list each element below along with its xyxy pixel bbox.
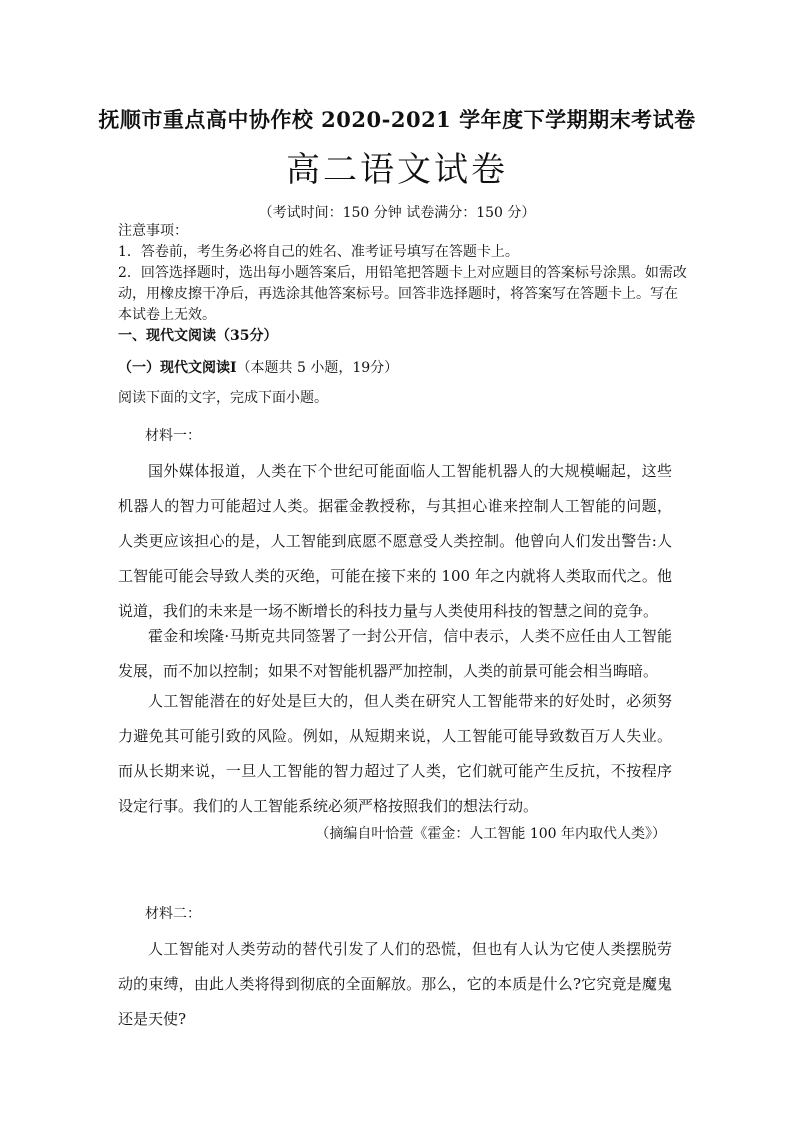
material-1-label: 材料一： [145, 428, 201, 444]
notes-heading: 注意事项： [118, 223, 188, 239]
exam-info: （考试时间：150 分钟 试卷满分：150 分） [258, 205, 536, 221]
reading-instruction: 阅读下面的文字，完成下面小题。 [118, 390, 328, 406]
material-2-paragraph-1: 人工智能对人类劳动的替代引发了人们的恐慌，但也有人认为它使人类摆脱劳动的束缚，由此人类将得到彻底的全面解放。那么，它的本质是什么?它究竟是魔鬼还是天使? [118, 940, 672, 1028]
subsection-name: （一）现代文阅读Ⅰ [118, 360, 237, 376]
section-title: 一、现代文阅读（35分） [118, 328, 278, 344]
material-1-paragraph-2: 霍金和埃隆·马斯克共同签署了一封公开信，信中表示，人类不应任由人工智能发展，而不加以控制；如果不对智能机器严加控制，人类的前景可能会相当晦暗。 [118, 627, 672, 680]
material-1-paragraph-1: 国外媒体报道，人类在下个世纪可能面临人工智能机器人的大规模崛起，这些机器人的智力可能超过人类。据霍金教授称，与其担心谁来控制人工智能的问题，人类更应该担心的是，人工智能到底愿不愿意受人类控制。他曾向人们发出警告:人工智能可能会导致人类的灭绝，可能在接下来的 100 年之内就将人类取而代之。他说道，我们的未来是一场不断增长的科技力量与人类使用科技的智慧之间的竞争。 [118, 462, 672, 620]
subsection-title [118, 357, 398, 377]
material-2-label: 材料二： [145, 906, 201, 922]
subsection-note: （本题共 5 小题，19分） [236, 360, 399, 376]
notes-item-2: 2．回答选择题时，选出每小题答案后，用铅笔把答题卡上对应题目的答案标号涂黑。如需改动，用橡皮擦干净后，再选涂其他答案标号。回答非选择题时，将答案写在答题卡上。写在本试卷上无效。 [118, 265, 687, 323]
school-title: 抚顺市重点高中协作校 2020-2021 学年度下学期期末考试卷 [98, 107, 696, 132]
exam-title: 高二语文试卷 [286, 150, 508, 190]
material-1-source: （摘编自叶恰萱《霍金：人工智能 100 年内取代人类》） [315, 826, 666, 842]
material-1-paragraph-3: 人工智能潜在的好处是巨大的，但人类在研究人工智能带来的好处时，必须努力避免其可能引致的风险。例如，从短期来说，人工智能可能导致数百万人失业。而从长期来说，一旦人工智能的智力超过了人类，它们就可能产生反抗，不按程序设定行事。我们的人工智能系统必须严格按照我们的想法行动。 [118, 692, 672, 815]
notes-item-1: 1．答卷前，考生务必将自己的姓名、准考证号填写在答题卡上。 [118, 244, 519, 260]
